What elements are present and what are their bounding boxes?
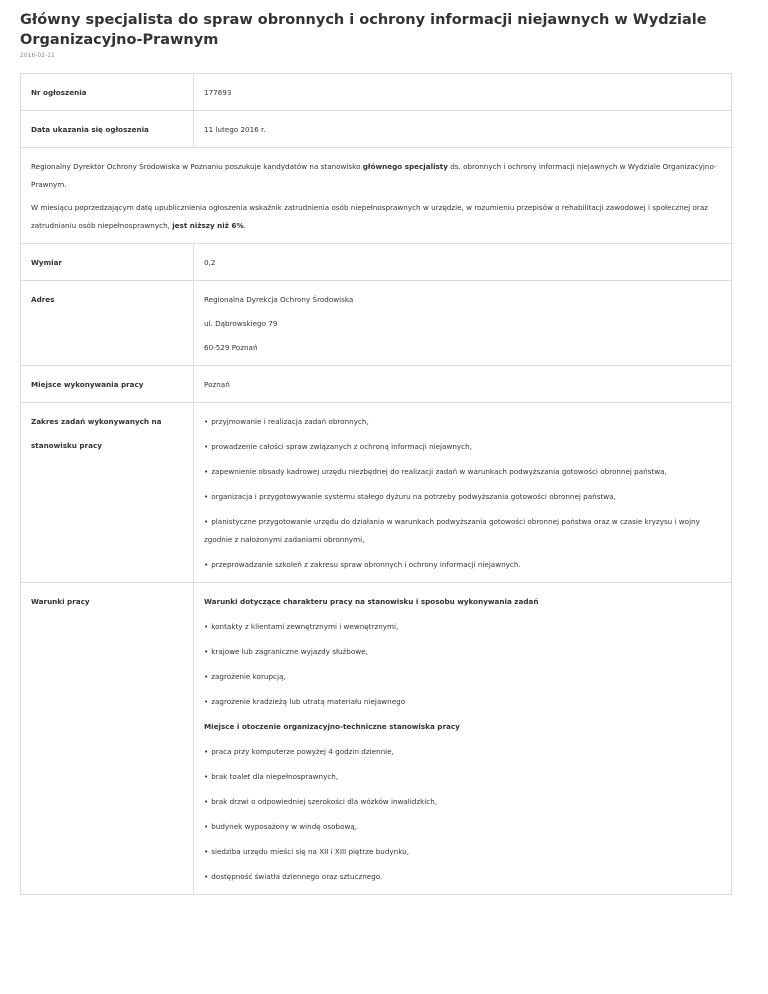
list-item-text: brak toalet dla niepełnosprawnych, (211, 772, 339, 781)
nr-label: Nr ogłoszenia (21, 74, 194, 111)
bullet-icon: • (204, 467, 209, 476)
list-item (204, 818, 721, 836)
list-item-text: praca przy komputerze powyżej 4 godzin dziennie, (211, 747, 394, 756)
publication-date: 2016-02-11 (20, 52, 55, 59)
bullet-icon: • (204, 697, 209, 706)
list-item-text: brak drzwi o odpowiedniej szerokości dla wózków inwalidzkich, (211, 797, 438, 806)
list-item-text: przeprowadzanie szkoleń z zakresu spraw obronnych i ochrony informacji niejawnych. (211, 560, 521, 569)
bullet-icon: • (204, 672, 209, 681)
bullet-icon: • (204, 492, 209, 501)
warunki-list-2 (204, 743, 721, 886)
bullet-icon: • (204, 517, 209, 526)
intro-p2-text: W miesiącu poprzedzającym datę upublicznienia ogłoszenia wskaźnik zatrudnienia osób niepełnosprawnych w urzędzie, w rozumieniu przepisów o rehabilitacji zawodowej i społecznej oraz zatrudnianiu osób niepełnosprawnych, (31, 203, 708, 230)
intro-paragraph-2 (31, 199, 721, 235)
intro-p1-text: Regionalny Dyrektor Ochrony Środowiska w Poznaniu poszukuje kandydatów na stanowisko (31, 162, 363, 171)
intro-paragraph-1 (31, 158, 721, 194)
list-item-text: zagrożenie kradzieżą lub utratą materiału niejawnego (211, 697, 406, 706)
zakres-list (204, 413, 721, 574)
date-value: 11 lutego 2016 r. (194, 111, 732, 148)
zakres-label-line-1: Zakres zadań wykonywanych na (31, 417, 162, 426)
list-item-text: budynek wyposażony w windę osobową, (211, 822, 358, 831)
bullet-icon: • (204, 847, 209, 856)
list-item-text: dostępność światła dziennego oraz sztucznego. (211, 872, 383, 881)
list-item (204, 463, 721, 481)
table-row-warunki (21, 583, 732, 895)
intro-p2-bold: jest niższy niż 6% (172, 221, 244, 230)
bullet-icon: • (204, 442, 209, 451)
warunki-heading-1: Warunki dotyczące charakteru pracy na stanowisku i sposobu wykonywania zadań (204, 597, 539, 606)
list-item (204, 556, 721, 574)
list-item (204, 843, 721, 861)
list-item-text: kontakty z klientami zewnętrznymi i wewnętrznymi, (211, 622, 399, 631)
list-item (204, 488, 721, 506)
adres-line-2: ul. Dąbrowskiego 79 (204, 319, 278, 328)
intro-p2-text-end: . (243, 221, 246, 230)
list-item (204, 668, 721, 686)
miejsce-value: Poznań (194, 366, 732, 403)
page-title: Główny specjalista do spraw obronnych i ochrony informacji niejawnych w Wydziale Organizacyjno-Prawnym (20, 12, 707, 48)
list-item (204, 413, 721, 431)
table-row-nr (21, 74, 732, 111)
list-item-text: krajowe lub zagraniczne wyjazdy służbowe, (211, 647, 368, 656)
bullet-icon: • (204, 647, 209, 656)
bullet-icon: • (204, 622, 209, 631)
nr-value: 177693 (194, 74, 732, 111)
list-item-text: przyjmowanie i realizacja zadań obronnych, (211, 417, 369, 426)
table-row-zakres (21, 403, 732, 583)
list-item-text: planistyczne przygotowanie urzędu do działania w warunkach podwyższania gotowości obronnej państwa oraz w czasie kryzysu i wojny zgodnie z nałożonymi zadaniami obronnymi, (204, 517, 700, 544)
table-row-intro (21, 148, 732, 244)
zakres-label-line-2: stanowisku pracy (31, 441, 102, 450)
intro-p1-bold: głównego specjalisty (362, 162, 448, 171)
adres-value (194, 281, 732, 366)
list-item (204, 643, 721, 661)
warunki-value (194, 583, 732, 895)
miejsce-label: Miejsce wykonywania pracy (21, 366, 194, 403)
zakres-value (194, 403, 732, 583)
list-item-text: prowadzenie całości spraw związanych z ochroną informacji niejawnych, (211, 442, 472, 451)
list-item-text: organizacja i przygotowywanie systemu stałego dyżuru na potrzeby podwyższania gotowości obronnej państwa, (211, 492, 616, 501)
bullet-icon: • (204, 872, 209, 881)
bullet-icon: • (204, 797, 209, 806)
adres-label: Adres (21, 281, 194, 366)
bullet-icon: • (204, 560, 209, 569)
table-row-wymiar (21, 244, 732, 281)
list-item-text: zapewnienie obsady kadrowej urzędu niezbędnej do realizacji zadań w warunkach podwyższania gotowości obronnej państwa, (211, 467, 667, 476)
warunki-label: Warunki pracy (21, 583, 194, 895)
bullet-icon: • (204, 417, 209, 426)
list-item (204, 438, 721, 456)
list-item-text: zagrożenie korupcją, (211, 672, 286, 681)
warunki-heading-2: Miejsce i otoczenie organizacyjno-techniczne stanowiska pracy (204, 722, 460, 731)
adres-line-3: 60-529 Poznań (204, 343, 258, 352)
bullet-icon: • (204, 822, 209, 831)
table-row-date (21, 111, 732, 148)
warunki-list-1 (204, 618, 721, 711)
table-row-miejsce (21, 366, 732, 403)
list-item (204, 793, 721, 811)
wymiar-label: Wymiar (21, 244, 194, 281)
list-item (204, 693, 721, 711)
intro-cell (21, 148, 732, 244)
adres-line-1: Regionalna Dyrekcja Ochrony Środowiska (204, 295, 354, 304)
bullet-icon: • (204, 772, 209, 781)
bullet-icon: • (204, 747, 209, 756)
zakres-label (21, 403, 194, 583)
intro-p1-text-end: ds. obronnych i ochrony informacji niejawnych w Wydziale Organizacyjno-Prawnym. (31, 162, 717, 189)
list-item (204, 513, 721, 549)
table-row-adres (21, 281, 732, 366)
list-item-text: siedziba urzędu mieści się na XII i XIII piętrze budynku, (211, 847, 409, 856)
job-offer-table (20, 73, 732, 895)
list-item (204, 768, 721, 786)
list-item (204, 743, 721, 761)
date-label: Data ukazania się ogłoszenia (21, 111, 194, 148)
wymiar-value: 0,2 (194, 244, 732, 281)
list-item (204, 868, 721, 886)
list-item (204, 618, 721, 636)
